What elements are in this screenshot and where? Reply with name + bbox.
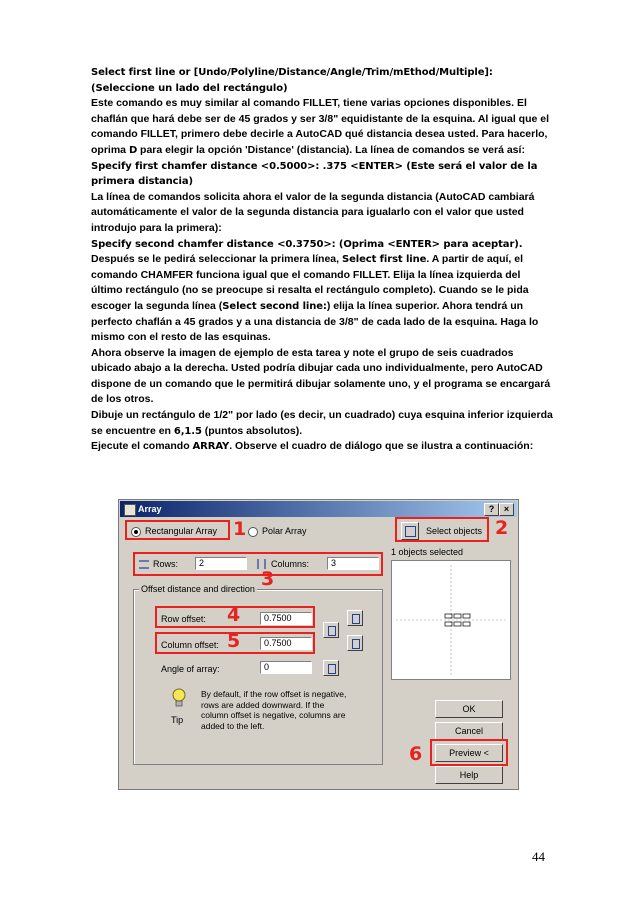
column-offset-input[interactable]: 0.7500 <box>260 637 312 650</box>
rows-input[interactable]: 2 <box>195 557 247 570</box>
close-icon[interactable]: × <box>499 503 514 516</box>
body-span: Dibuje un rectángulo de 1/2" por lado (es decir, un cuadrado) cuya esquina inferior izquierda se encuentre en <box>91 409 553 437</box>
body-span: ) elija la línea superior. Ahora tendrá un perfecto chaflán a 45 grados y a una distancia de 3/8" de cada lado de la esquina. Haga lo mismo con el resto de las esquinas. <box>91 299 539 344</box>
polar-array-radio[interactable] <box>248 527 258 537</box>
page-number: 44 <box>532 849 545 864</box>
pick-row-offset-button[interactable] <box>347 610 363 626</box>
body-span: . Observe el cuadro de diálogo que se ilustra a continuación: <box>229 440 534 453</box>
help-button[interactable]: Help <box>435 766 503 784</box>
help-icon[interactable]: ? <box>484 503 499 516</box>
callout-number-4: 4 <box>227 604 241 626</box>
columns-label: Columns: <box>271 559 310 569</box>
columns-input[interactable]: 3 <box>327 557 379 570</box>
dialog-title: Array <box>138 504 162 514</box>
body-span: para elegir la opción 'Distance' (distancia). La línea de comandos se verá así: <box>137 143 525 156</box>
command-line: (Seleccione un lado del rectángulo) <box>91 82 288 94</box>
column-offset-label: Column offset: <box>161 640 219 650</box>
paragraph: Ahora observe la imagen de ejemplo de esta tarea y note el grupo de seis cuadrados ubicado abajo a la derecha. Usted podría dibujar cada uno individualmente, pero AutoCAD dispone de un comando que le permitirá dibujar solamente uno, y el programa se encargará de los otros. <box>91 346 551 406</box>
callout-number-5: 5 <box>227 630 241 652</box>
offset-group-title: Offset distance and direction <box>141 584 255 594</box>
pick-column-offset-button[interactable] <box>347 635 363 651</box>
angle-input[interactable]: 0 <box>260 661 312 674</box>
body-span: Después se le pedirá seleccionar la primera línea, <box>91 253 342 266</box>
paragraph <box>91 408 553 439</box>
row-offset-input[interactable]: 0.7500 <box>260 612 312 625</box>
callout-box-1 <box>125 520 230 540</box>
ok-button[interactable]: OK <box>435 700 503 718</box>
paragraph <box>91 439 553 455</box>
command-text: Select first line <box>341 254 427 266</box>
command-text: 6,1.5 <box>173 425 202 437</box>
array-preview-graphic <box>392 561 510 679</box>
paragraph <box>91 96 553 158</box>
polar-array-label: Polar Array <box>262 526 307 536</box>
command-text: D <box>128 144 138 156</box>
callout-box-2 <box>395 517 489 542</box>
command-line: Specify first chamfer distance <0.5000>: .375 <ENTER> (Este será el valor de la primera distancia) <box>91 160 538 188</box>
row-offset-label: Row offset: <box>161 614 206 624</box>
body-span: . A partir de aquí, el comando CHAMFER funciona igual que el comando FILLET. Elija la línea izquierda del último rectángulo (no se preocupe si resalta el rectángulo completo). Cuando se le pida escoger la segunda línea ( <box>91 253 529 312</box>
body-span: (puntos absolutos). <box>201 424 303 437</box>
pick-both-offsets-button[interactable] <box>323 622 339 638</box>
cancel-button[interactable]: Cancel <box>435 722 503 740</box>
command-line: Select first line or [Undo/Polyline/Distance/Angle/Trim/mEthod/Multiple]: <box>91 67 493 78</box>
body-span: Este comando es muy similar al comando FILLET, tiene varias opciones disponibles. El chaflán que hará debe ser de 45 grados y ser 3/8" equidistante de la esquina. Al igual que el comando FILLET, primero debe decirle a AutoCAD qué distancia desea usted. Para hacerlo, oprima <box>91 97 549 156</box>
command-line: Specify second chamfer distance <0.3750>: (Oprima <ENTER> para aceptar). <box>91 238 523 250</box>
callout-box-3 <box>133 552 383 576</box>
tip-label: Tip <box>171 715 184 725</box>
pick-angle-button[interactable] <box>323 660 339 676</box>
command-text: ARRAY <box>192 441 230 453</box>
objects-selected-status: 1 objects selected <box>391 547 464 557</box>
tip-text: By default, if the row offset is negative, rows are added downward. If the column offset is negative, columns are added to the left. <box>201 689 347 731</box>
body-span: Ejecute el comando <box>91 440 193 453</box>
preview-button[interactable]: Preview < <box>435 744 503 762</box>
angle-label: Angle of array: <box>161 664 220 674</box>
dialog-titlebar <box>120 501 517 517</box>
paragraph: La línea de comandos solicita ahora el valor de la segunda distancia (AutoCAD cambiará automáticamente el valor de la segunda distancia para igualarlo con el valor que usted introdujo para la primera): <box>91 190 535 234</box>
select-objects-label: Select objects <box>426 526 483 536</box>
preview-panel <box>391 560 511 680</box>
paragraph <box>91 252 553 346</box>
callout-number-6: 6 <box>409 743 423 765</box>
command-text: Select second line: <box>222 300 327 312</box>
callout-number-3: 3 <box>261 568 275 590</box>
callout-box-6 <box>430 739 508 766</box>
array-dialog <box>118 499 519 790</box>
app-icon <box>124 504 136 516</box>
body-text <box>91 65 553 455</box>
callout-number-2: 2 <box>495 517 509 539</box>
callout-number-1: 1 <box>233 518 247 540</box>
rows-label: Rows: <box>153 559 179 569</box>
lightbulb-icon <box>171 687 187 711</box>
rectangular-array-label: Rectangular Array <box>145 526 218 536</box>
